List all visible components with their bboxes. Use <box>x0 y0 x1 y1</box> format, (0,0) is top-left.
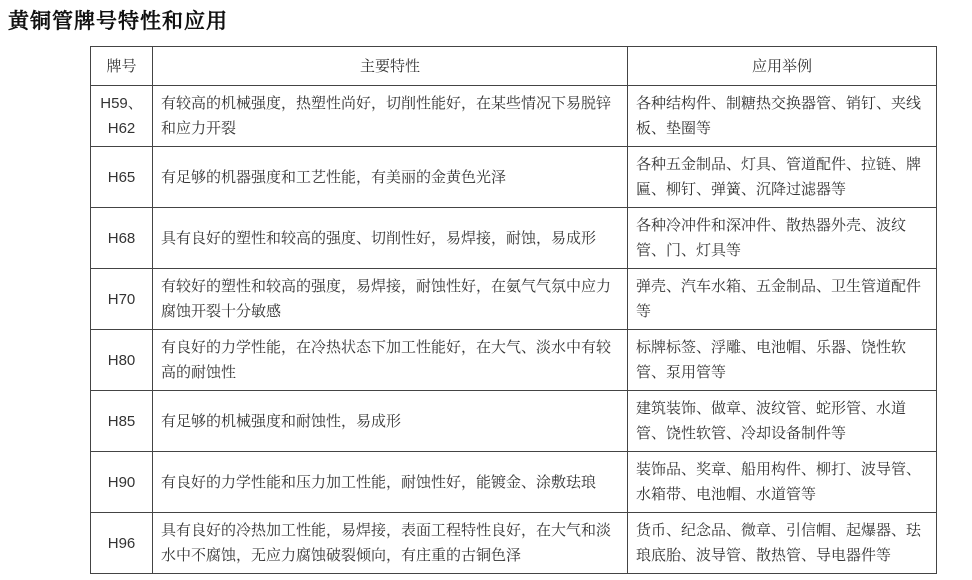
features-cell: 具有良好的塑性和较高的强度、切削性好，易焊接，耐蚀，易成形 <box>153 208 628 269</box>
grade-cell: H96 <box>91 513 153 574</box>
features-cell: 有较好的塑性和较高的强度，易焊接，耐蚀性好，在氨气气氛中应力腐蚀开裂十分敏感 <box>153 269 628 330</box>
applications-cell: 弹壳、汽车水箱、五金制品、卫生管道配件等 <box>628 269 937 330</box>
applications-cell: 各种冷冲件和深冲件、散热器外壳、波纹管、门、灯具等 <box>628 208 937 269</box>
features-cell: 有较高的机械强度，热塑性尚好，切削性能好，在某些情况下易脱锌和应力开裂 <box>153 86 628 147</box>
applications-cell: 标牌标签、浮雕、电池帽、乐器、饶性软管、泵用管等 <box>628 330 937 391</box>
grade-cell: H80 <box>91 330 153 391</box>
features-cell: 具有良好的冷热加工性能，易焊接，表面工程特性良好，在大气和淡水中不腐蚀，无应力腐蚀破裂倾向，有庄重的古铜色泽 <box>153 513 628 574</box>
table-row <box>91 452 937 513</box>
features-cell: 有足够的机器强度和工艺性能，有美丽的金黄色光泽 <box>153 147 628 208</box>
page-title: 黄铜管牌号特性和应用 <box>8 10 228 33</box>
applications-cell: 装饰品、奖章、船用构件、柳打、波导管、水箱带、电池帽、水道管等 <box>628 452 937 513</box>
table-row <box>91 208 937 269</box>
brass-grades-table <box>90 46 937 574</box>
applications-cell: 建筑装饰、做章、波纹管、蛇形管、水道管、饶性软管、冷却设备制件等 <box>628 391 937 452</box>
applications-cell: 货币、纪念品、微章、引信帽、起爆器、珐琅底胎、波导管、散热管、导电器件等 <box>628 513 937 574</box>
grade-cell: H59、H62 <box>91 86 153 147</box>
table-body <box>91 86 937 574</box>
applications-cell: 各种五金制品、灯具、管道配件、拉链、牌匾、柳钉、弹簧、沉降过滤器等 <box>628 147 937 208</box>
table-row <box>91 330 937 391</box>
grade-cell: H85 <box>91 391 153 452</box>
grade-cell: H65 <box>91 147 153 208</box>
table-row <box>91 269 937 330</box>
table-row <box>91 147 937 208</box>
features-cell: 有足够的机械强度和耐蚀性，易成形 <box>153 391 628 452</box>
features-cell: 有良好的力学性能，在冷热状态下加工性能好，在大气、淡水中有较高的耐蚀性 <box>153 330 628 391</box>
grade-cell: H70 <box>91 269 153 330</box>
table-header-row <box>91 47 937 86</box>
table-row <box>91 86 937 147</box>
table-row <box>91 391 937 452</box>
table-row <box>91 513 937 574</box>
grade-cell: H90 <box>91 452 153 513</box>
grade-cell: H68 <box>91 208 153 269</box>
applications-cell: 各种结构件、制糖热交换器管、销钉、夹线板、垫圈等 <box>628 86 937 147</box>
col-header-applications: 应用举例 <box>628 47 937 86</box>
col-header-grade: 牌号 <box>91 47 153 86</box>
features-cell: 有良好的力学性能和压力加工性能，耐蚀性好，能镀金、涂敷珐琅 <box>153 452 628 513</box>
col-header-features: 主要特性 <box>153 47 628 86</box>
